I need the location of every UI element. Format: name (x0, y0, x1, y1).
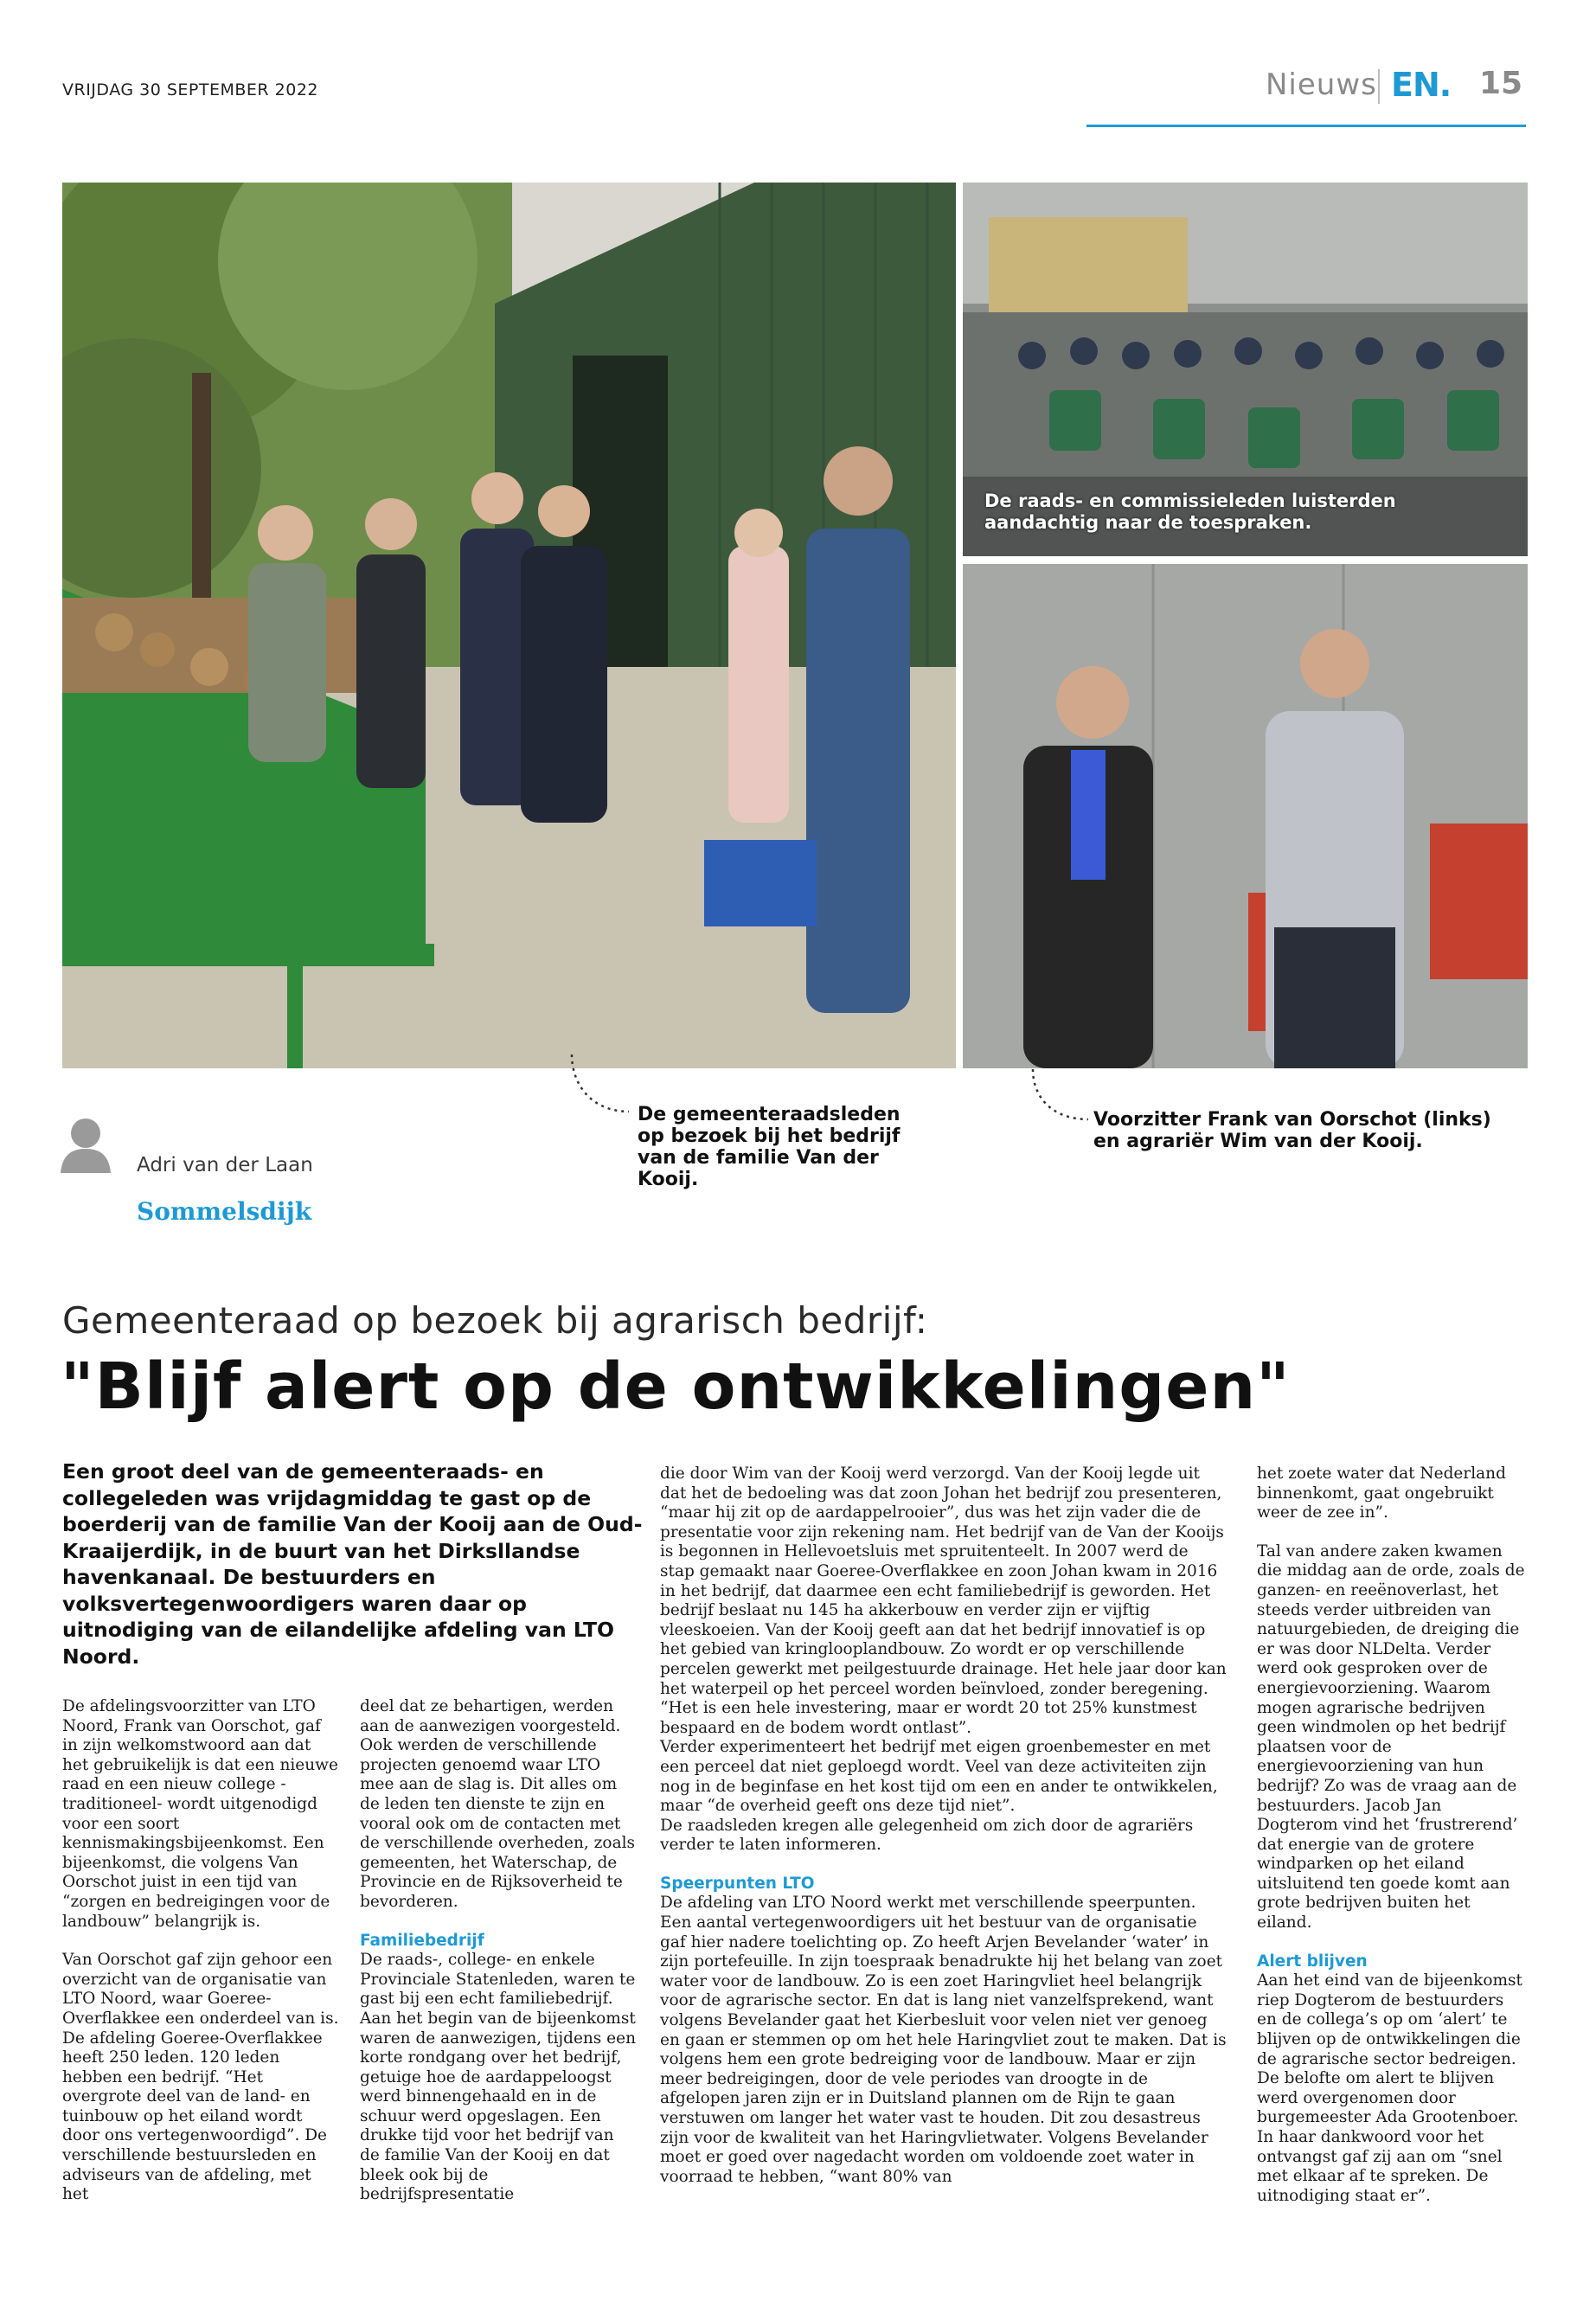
caption-pointer-1 (567, 1051, 636, 1120)
photo-audience-caption: De raads- en commissieleden luisterden aandachtig naar de toespraken. (984, 490, 1396, 533)
section-label[interactable]: Nieuws (1266, 67, 1377, 102)
newspaper-logo[interactable]: EN. (1391, 66, 1452, 104)
paragraph: Aan het eind van de bijeenkomst riep Dogterom de bestuurders en de collega’s op om ‘alert’ te blijven op de ontwikkelingen die de agrarische sector bedreigen. De belofte om alert te blijven werd overgenomen door burgemeester Ada Grootenboer. In haar dankwoord voor het ontvangst gaf zij aan om “snel met elkaar af te spreken. De uitnodiging staat er”. (1257, 1971, 1522, 2205)
paragraph: die door Wim van der Kooij werd verzorgd. Van der Kooij legde uit dat het de bedoeling was dat zoon Johan het bedrijf zou presenteren, “maar hij zit op de aardappelrooier”, dus was het zijn vader die de presentatie voor zijn rekening nam. Het bedrijf van de Van der Kooijs is begonnen in Hellevoetsluis met spruitenteelt. In 2007 werd de stap gemaakt naar Goeree-Overflakkee en zoon Johan kwam in 2016 in het bedrijf, dat daarmee een echt familiebedrijf is geworden. Het bedrijf beslaat nu 145 ha akkerbouw en verder zijn er vijftig vleeskoeien. Van der Kooij geeft aan dat het bedrijf innovatief is op het gebied van kringlooplandbouw. Zo wordt er op verschillende percelen gewerkt met peilgestuurde drainage. Het hele jaar door kan het waterpeil op het perceel worden beïnvloed, zonder beregening. “Het is een hele investering, maar er wordt 20 tot 25% kunstmest bespaard en de bodem wordt ontlast”. (660, 1465, 1227, 1737)
header-divider (1378, 69, 1380, 104)
article-column-2 (360, 1697, 637, 2205)
author-avatar-icon (61, 1116, 111, 1173)
author-name: Adri van der Laan (137, 1154, 313, 1176)
page-number: 15 (1479, 66, 1523, 101)
article-column-3 (660, 1465, 1227, 2187)
header-rule (1086, 125, 1526, 127)
paragraph: De afdeling van LTO Noord werkt met verschillende speerpunten. Een aantal vertegenwoordigers uit het bestuur van de organisatie gaf hier nadere toelichting op. Zo heeft Arjen Bevelander ‘water’ in zijn portefeuille. In zijn toespraak benadrukte hij het belang van zoet water voor de landbouw. Zo is een zoet Haringvliet heel belangrijk voor de agrarische sector. En dat is lang niet vanzelfsprekend, want volgens Bevelander gaat het Kierbesluit voor velen niet ver genoeg en gaan er stemmen op om het hele Haringvliet zout te maken. Dat is volgens hem een grote bedreiging voor de landbouw. Maar er zijn meer bedreigingen, door de vele periodes van droogte in de afgelopen jaren zijn er in Duitsland plannen om de Rijn te gaan verstuwen om langer het water vast te houden. Dit zou desastreus zijn voor de kwaliteit van het Haringvlietwater. Volgens Bevelander moet er goed over nagedacht worden om voldoende zoet water in voorraad te hebben, “want 80% van (660, 1894, 1227, 2186)
paragraph: De raads-, college- en enkele Provinciale Statenleden, waren te gast bij een echt familiebedrijf. Aan het begin van de bijeenkomst waren de aanwezigen, tijdens een korte rondgang over het bedrijf, getuige hoe de aardappeloogst werd binnengehaald en in de schuur werd opgeslagen. Een drukke tijd voor het bedrijf van de familie Van der Kooij en dat bleek ook bij de bedrijfspresentatie (360, 1951, 636, 2204)
page-date: VRIJDAG 30 SEPTEMBER 2022 (62, 80, 319, 99)
caption-pointer-2 (1028, 1066, 1097, 1135)
subheading-speerpunten: Speerpunten LTO (660, 1874, 815, 1893)
subheading-familiebedrijf: Familiebedrijf (360, 1931, 484, 1950)
paragraph: het zoete water dat Nederland binnenkomt, gaat ongebruikt weer de zee in”. (1257, 1465, 1506, 1522)
paragraph: Van Oorschot gaf zijn gehoor een overzicht van de organisatie van LTO Noord, waar Goeree-Overflakkee een onderdeel van is. De afdeling Goeree-Overflakkee heeft 250 leden. 120 leden hebben een bedrijf. “Het overgrote deel van de land- en tuinbouw op het eiland wordt door ons vertegenwoordigd”. De verschillende bestuursleden en adviseurs van de afdeling, met het (62, 1951, 339, 2204)
paragraph: De afdelingsvoorzitter van LTO Noord, Frank van Oorschot, gaf in zijn welkomstwoord aan dat het gebruikelijk is dat een nieuwe raad en een nieuw college -traditioneel- wordt uitgenodigd voor een soort kennismakingsbijeenkomst. Een bijeenkomst, die volgens Van Oorschot juist in een tijd van “zorgen en bedreigingen voor de landbouw” belangrijk is. (62, 1697, 338, 1931)
article-lead: Een groot deel van de gemeenteraads- en collegeleden was vrijdagmiddag te gast op de boerderij van de familie Van der Kooij aan de Oud-Kraaijerdijk, in de buurt van het Dirksllandse havenkanaal. De bestuurders en volksvertegenwoordigers waren daar op uitnodiging van de eilandelijke afdeling van LTO Noord. (62, 1459, 643, 1669)
article-headline: "Blijf alert op de ontwikkelingen" (61, 1349, 1291, 1424)
caption-gemeenteraad: De gemeenteraadsleden op bezoek bij het bedrijf van de familie Van der Kooij. (638, 1104, 901, 1190)
subheading-alert-blijven: Alert blijven (1257, 1952, 1368, 1971)
paragraph: deel dat ze behartigen, werden aan de aanwezigen voorgesteld. Ook werden de verschillende projecten genoemd waar LTO mee aan de slag is. Dit alles om de leden ten dienste te zijn en vooral ook om de contacten met de verschillende overheden, zoals gemeenten, het Waterschap, de Provincie en de Rijksoverheid te bevorderen. (360, 1697, 636, 1911)
dateline-location: Sommelsdijk (137, 1197, 312, 1226)
article-kicker: Gemeenteraad op bezoek bij agrarisch bedrijf: (62, 1299, 928, 1342)
photo-speakers (963, 564, 1528, 1068)
photo-potato-sorting (62, 183, 956, 1068)
paragraph: Tal van andere zaken kwamen die middag aan de orde, zoals de ganzen- en reeënoverlast, het steeds verder uitbreiden van natuurgebieden, de dreiging die er was door NLDelta. Verder werd ook gesproken over de energievoorziening. Waarom mogen agrarische bedrijven geen windmolen op het bedrijf plaatsen voor de energievoorziening van hun bedrijf? Zo was de vraag aan de bestuurders. Jacob Jan Dogterom vind het ‘frustrerend’ dat energie van de grotere windparken op het eiland uitsluitend ten goede komt aan grote bedrijven buiten het eiland. (1257, 1541, 1525, 1932)
paragraph: De raadsleden kregen alle gelegenheid om zich door de agrariërs verder te laten informeren. (660, 1816, 1194, 1855)
article-column-1 (62, 1697, 339, 2205)
caption-voorzitter: Voorzitter Frank van Oorschot (links) en agrariër Wim van der Kooij. (1093, 1109, 1491, 1152)
article-column-4 (1257, 1465, 1527, 2206)
paragraph: Verder experimenteert het bedrijf met eigen groenbemester en met een perceel dat niet geploegd wordt. Veel van deze activiteiten zijn nog in de beginfase en het kost tijd om een en ander te ontwikkelen, maar “de overheid geeft ons deze tijd niet”. (660, 1738, 1218, 1816)
